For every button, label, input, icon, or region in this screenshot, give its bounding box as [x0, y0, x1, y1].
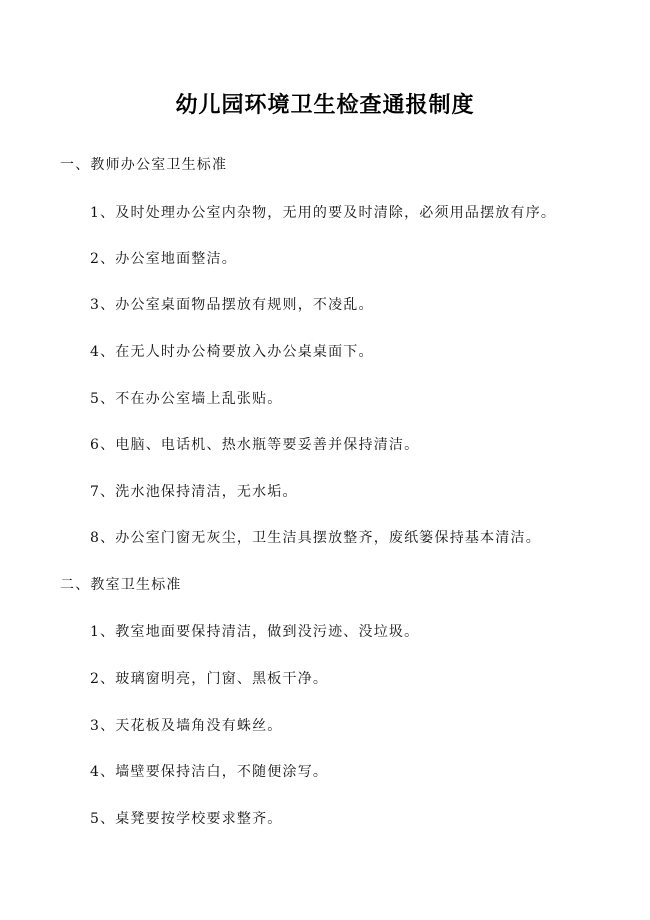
office-rule-4: 4、在无人时办公椅要放入办公桌桌面下。: [90, 344, 374, 360]
section-heading-office: 一、教师办公室卫生标准: [60, 157, 228, 173]
office-rule-2: 2、办公室地面整洁。: [90, 251, 237, 267]
office-rule-8: 8、办公室门窗无灰尘，卫生洁具摆放整齐，废纸篓保持基本清洁。: [90, 530, 541, 546]
office-rule-5: 5、不在办公室墙上乱张贴。: [90, 391, 283, 407]
office-rule-7: 7、洗水池保持清洁，无水垢。: [90, 484, 298, 500]
classroom-rule-1: 1、教室地面要保持清洁，做到没污迹、没垃圾。: [90, 624, 420, 640]
classroom-rule-4: 4、墙壁要保持洁白，不随便涂写。: [90, 764, 329, 780]
page-title: 幼儿园环境卫生检查通报制度: [175, 93, 475, 118]
office-rule-1: 1、及时处理办公室内杂物，无用的要及时清除，必须用品摆放有序。: [90, 205, 557, 221]
classroom-rule-3: 3、天花板及墙角没有蛛丝。: [90, 718, 283, 734]
classroom-rule-5: 5、桌凳要按学校要求整齐。: [90, 811, 283, 827]
classroom-rule-2: 2、玻璃窗明亮，门窗、黑板干净。: [90, 671, 329, 687]
office-rule-3: 3、办公室桌面物品摆放有规则，不凌乱。: [90, 297, 374, 313]
section-heading-classroom: 二、教室卫生标准: [60, 577, 182, 593]
office-rule-6: 6、电脑、电话机、热水瓶等要妥善并保持清洁。: [90, 437, 420, 453]
